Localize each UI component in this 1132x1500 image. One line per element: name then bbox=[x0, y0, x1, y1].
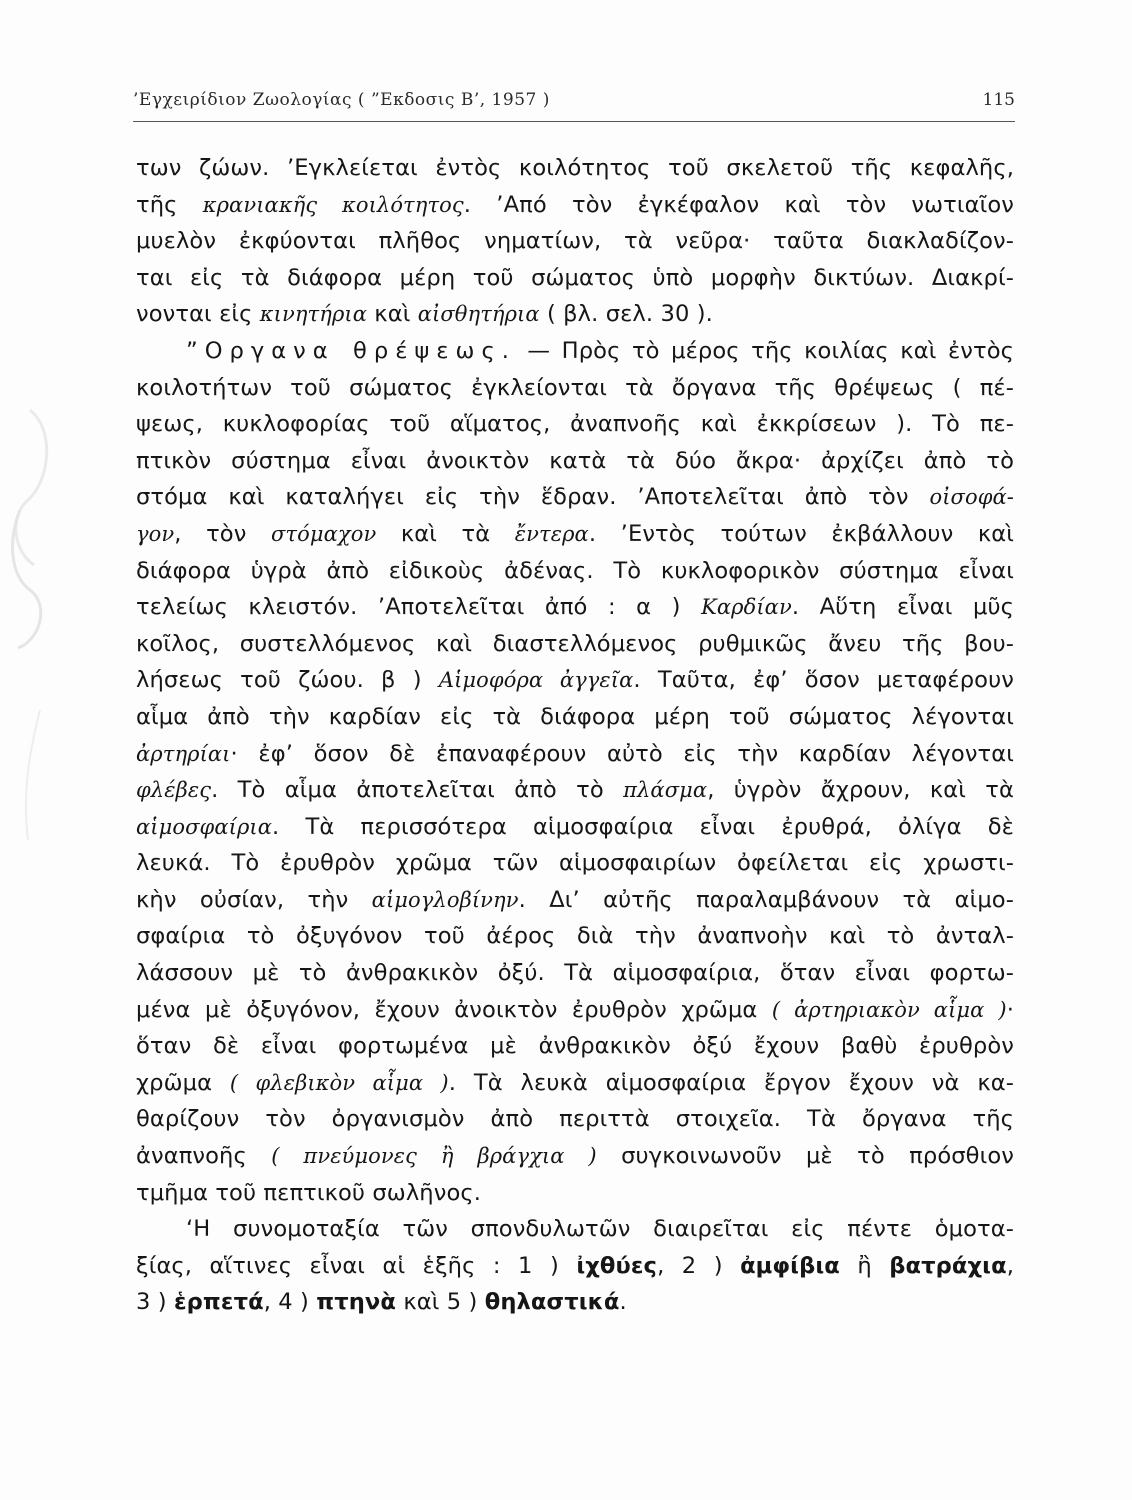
text-line bbox=[136, 918, 1014, 955]
text-line bbox=[136, 736, 1014, 773]
text-run: · ἐφ’ ὅσον δὲ ἐπαναφέρουν αὐτὸ εἰς τὴν καρδίαν λέγονται bbox=[230, 740, 1014, 767]
text-line bbox=[136, 223, 1014, 260]
text-line bbox=[136, 1248, 1014, 1285]
italic-term: ( ἀρτηριακὸν αἷμα ) bbox=[771, 997, 1007, 1022]
page-number: 115 bbox=[982, 90, 1015, 110]
text-run: μυελὸν ἐκφύονται πλῆθος νηματίων, τὰ νεῦρα· ταῦτα διακλαδίζον- bbox=[136, 228, 1014, 255]
running-header bbox=[133, 86, 1015, 118]
bold-term: βατράχια bbox=[889, 1252, 1007, 1279]
text-line bbox=[136, 1175, 1014, 1212]
text-line bbox=[136, 662, 1014, 699]
text-line bbox=[136, 1211, 1014, 1248]
text-line bbox=[136, 809, 1014, 846]
italic-term: αἱμογλοβίνην bbox=[371, 887, 519, 912]
text-run: στόμα καὶ καταλήγει εἰς τὴν ἕδραν. ’Αποτελεῖται ἀπὸ τὸν bbox=[136, 484, 930, 511]
italic-term: ( πνεύμονες ἢ βράγχια ) bbox=[271, 1144, 597, 1169]
italic-term: Καρδίαν bbox=[701, 595, 792, 620]
text-run: ( βλ. σελ. 30 ). bbox=[539, 301, 713, 328]
text-run: ἀναπνοῆς bbox=[136, 1143, 272, 1170]
text-run: κὴν οὐσίαν, τὴν bbox=[136, 886, 372, 913]
text-run: καὶ 5 ) bbox=[396, 1289, 485, 1316]
text-line bbox=[136, 1284, 1014, 1321]
italic-term: Αἱμοφόρα ἀγγεῖα bbox=[438, 668, 634, 693]
text-line bbox=[136, 406, 1014, 443]
text-line bbox=[136, 955, 1014, 992]
italic-term: αἱμοσφαίρια bbox=[136, 814, 273, 839]
text-line bbox=[136, 626, 1014, 663]
text-run: , ὑγρὸν ἄχρουν, καὶ τὰ bbox=[707, 777, 1014, 804]
text-line bbox=[136, 1101, 1014, 1138]
text-run: · bbox=[1006, 996, 1014, 1023]
text-line bbox=[136, 260, 1014, 297]
body-text bbox=[136, 150, 1014, 1321]
text-line bbox=[136, 479, 1014, 516]
bold-term: ἀμφίβια bbox=[740, 1252, 840, 1279]
bold-term: ἰχθύες bbox=[576, 1252, 658, 1279]
text-line bbox=[136, 553, 1014, 590]
text-line bbox=[136, 772, 1014, 809]
bold-term: θηλαστικά bbox=[484, 1289, 620, 1316]
text-run: , τὸν bbox=[174, 520, 271, 547]
text-run: ‘Η συνομοταξία τῶν σπονδυλωτῶν διαιρεῖται εἰς πέντε ὁμοτα- bbox=[186, 1216, 1014, 1243]
text-run: 3 ) bbox=[136, 1289, 174, 1316]
text-run: , 2 ) bbox=[657, 1252, 741, 1279]
text-run: διάφορα ὑγρὰ ἀπὸ εἰδικοὺς ἀδένας. Τὸ κυκλοφορικὸν σύστημα εἶναι bbox=[136, 557, 1014, 584]
text-run: πτικὸν σύστημα εἶναι ἀνοικτὸν κατὰ τὰ δύο ἄκρα· ἀρχίζει ἀπὸ τὸ bbox=[136, 447, 1014, 474]
italic-term: ἔντερα bbox=[514, 521, 589, 546]
text-run: — Πρὸς τὸ μέρος τῆς κοιλίας καὶ ἐντὸς bbox=[515, 337, 1014, 364]
text-line bbox=[136, 516, 1014, 553]
text-run: λευκά. Τὸ ἐρυθρὸν χρῶμα τῶν αἱμοσφαιρίων ὀφείλεται εἰς χρωστι- bbox=[136, 850, 1014, 877]
italic-term: κινητήρια bbox=[259, 302, 368, 327]
text-run: χρῶμα bbox=[136, 1069, 230, 1096]
text-run: ὅταν δὲ εἶναι φορτωμένα μὲ ἀνθρακικὸν ὀξύ ἔχουν βαθὺ ἐρυθρὸν bbox=[136, 1033, 1014, 1060]
text-line bbox=[136, 589, 1014, 626]
italic-term: ( φλεβικὸν αἷμα ) bbox=[229, 1070, 449, 1095]
bold-term: ἑρπετά bbox=[173, 1289, 264, 1316]
italic-term: γον bbox=[136, 521, 175, 546]
text-run: των ζώων. ’Εγκλείεται ἐντὸς κοιλότητος τοῦ σκελετοῦ τῆς κεφαλῆς, bbox=[136, 155, 1014, 181]
text-run: τελείως κλειστόν. ’Αποτελεῖται ἀπό : α ) bbox=[136, 594, 702, 621]
text-line bbox=[136, 150, 1014, 187]
text-run: κοιλοτήτων τοῦ σώματος ἐγκλείονται τὰ ὄργανα τῆς θρέψεως ( πέ- bbox=[136, 374, 1014, 401]
text-line bbox=[136, 1138, 1014, 1175]
text-run: μένα μὲ ὀξυγόνον, ἔχουν ἀνοικτὸν ἐρυθρὸν χρῶμα bbox=[136, 996, 772, 1023]
header-rule bbox=[133, 121, 1015, 122]
text-line bbox=[136, 1028, 1014, 1065]
text-run: . Τὰ λευκὰ αἱμοσφαίρια ἔργον ἔχουν νὰ κα- bbox=[448, 1069, 1014, 1096]
text-run: καὶ τὰ bbox=[376, 520, 515, 547]
text-run: . Δι’ αὐτῆς παραλαμβάνουν τὰ αἱμο- bbox=[518, 886, 1014, 913]
text-run: . Αὕτη εἶναι μῦς bbox=[791, 594, 1014, 621]
text-line bbox=[136, 370, 1014, 407]
text-run: , 4 ) bbox=[263, 1289, 317, 1316]
text-run: λήσεως τοῦ ζώου. β ) bbox=[136, 667, 439, 694]
italic-term: ἀρτηρίαι bbox=[136, 741, 231, 766]
text-run: καὶ bbox=[367, 301, 418, 328]
text-run: αἷμα ἀπὸ τὴν καρδίαν εἰς τὰ διάφορα μέρη τοῦ σώματος λέγονται bbox=[136, 703, 1014, 730]
bold-term: πτηνὰ bbox=[316, 1289, 397, 1316]
text-run: τῆς bbox=[136, 191, 203, 218]
text-line bbox=[136, 333, 1014, 370]
text-run: . Ταῦτα, ἐφ’ ὅσον μεταφέρουν bbox=[633, 667, 1014, 694]
text-line bbox=[136, 699, 1014, 736]
text-run: ται εἰς τὰ διάφορα μέρη τοῦ σώματος ὑπὸ μορφὴν δικτύων. Διακρί- bbox=[136, 264, 1014, 291]
book-title: ’Εγχειρίδιον Ζωολογίας ( ”Εκδοσις Β’, 1957 ) bbox=[133, 90, 550, 110]
italic-term: αἰσθητήρια bbox=[417, 302, 540, 327]
text-run: . Τὰ περισσότερα αἱμοσφαίρια εἶναι ἐρυθρά, ὀλίγα δὲ bbox=[272, 813, 1014, 840]
text-line bbox=[136, 845, 1014, 882]
spaced-heading: ”Οργανα θρέψεως. bbox=[186, 337, 516, 364]
text-run: . Τὸ αἷμα ἀποτελεῖται ἀπὸ τὸ bbox=[211, 777, 624, 804]
text-line bbox=[136, 443, 1014, 480]
text-run: λάσσουν μὲ τὸ ἀνθρακικὸν ὀξύ. Τὰ αἱμοσφαίρια, ὅταν εἶναι φορτω- bbox=[136, 960, 1014, 987]
text-run: . ’Από τὸν ἐγκέφαλον καὶ τὸν νωτιαῖον bbox=[463, 191, 1015, 218]
text-run: σφαίρια τὸ ὀξυγόνον τοῦ ἀέρος διὰ τὴν ἀναπνοὴν καὶ τὸ ἀνταλ- bbox=[136, 923, 1014, 950]
text-run: ξίας, αἵτινες εἶναι αἱ ἑξῆς : 1 ) bbox=[136, 1252, 577, 1279]
text-run: κοῖλος, συστελλόμενος καὶ διαστελλόμενος ρυθμικῶς ἄνευ τῆς βου- bbox=[136, 630, 1014, 657]
text-run: ψεως, κυκλοφορίας τοῦ αἵματος, ἀναπνοῆς καὶ ἐκκρίσεων ). Τὸ πε- bbox=[136, 411, 1014, 438]
italic-term: στόμαχον bbox=[270, 521, 377, 546]
italic-term: φλέβες bbox=[136, 778, 212, 803]
italic-term: πλάσμα bbox=[623, 778, 708, 803]
text-line bbox=[136, 992, 1014, 1029]
text-run: θαρίζουν τὸν ὀργανισμὸν ἀπὸ περιττὰ στοιχεῖα. Τὰ ὄργανα τῆς bbox=[136, 1106, 1014, 1133]
text-run: συγκοινωνοῦν μὲ τὸ πρόσθιον bbox=[596, 1143, 1014, 1170]
text-line bbox=[136, 882, 1014, 919]
text-run: . ’Εντὸς τούτων ἐκβάλλουν καὶ bbox=[588, 520, 1015, 547]
show-through-marks bbox=[0, 390, 60, 890]
text-run: , bbox=[1006, 1252, 1014, 1279]
text-line bbox=[136, 187, 1014, 224]
text-run: νονται εἰς bbox=[136, 301, 260, 328]
text-line bbox=[136, 1065, 1014, 1102]
italic-term: κρανιακῆς κοιλότητος bbox=[202, 192, 464, 217]
text-run: ἢ bbox=[839, 1252, 890, 1279]
text-run: . bbox=[619, 1289, 627, 1316]
italic-term: οἰσοφά- bbox=[929, 485, 1014, 510]
text-run: τμῆμα τοῦ πεπτικοῦ σωλῆνος. bbox=[136, 1179, 482, 1206]
text-line bbox=[136, 296, 1014, 333]
